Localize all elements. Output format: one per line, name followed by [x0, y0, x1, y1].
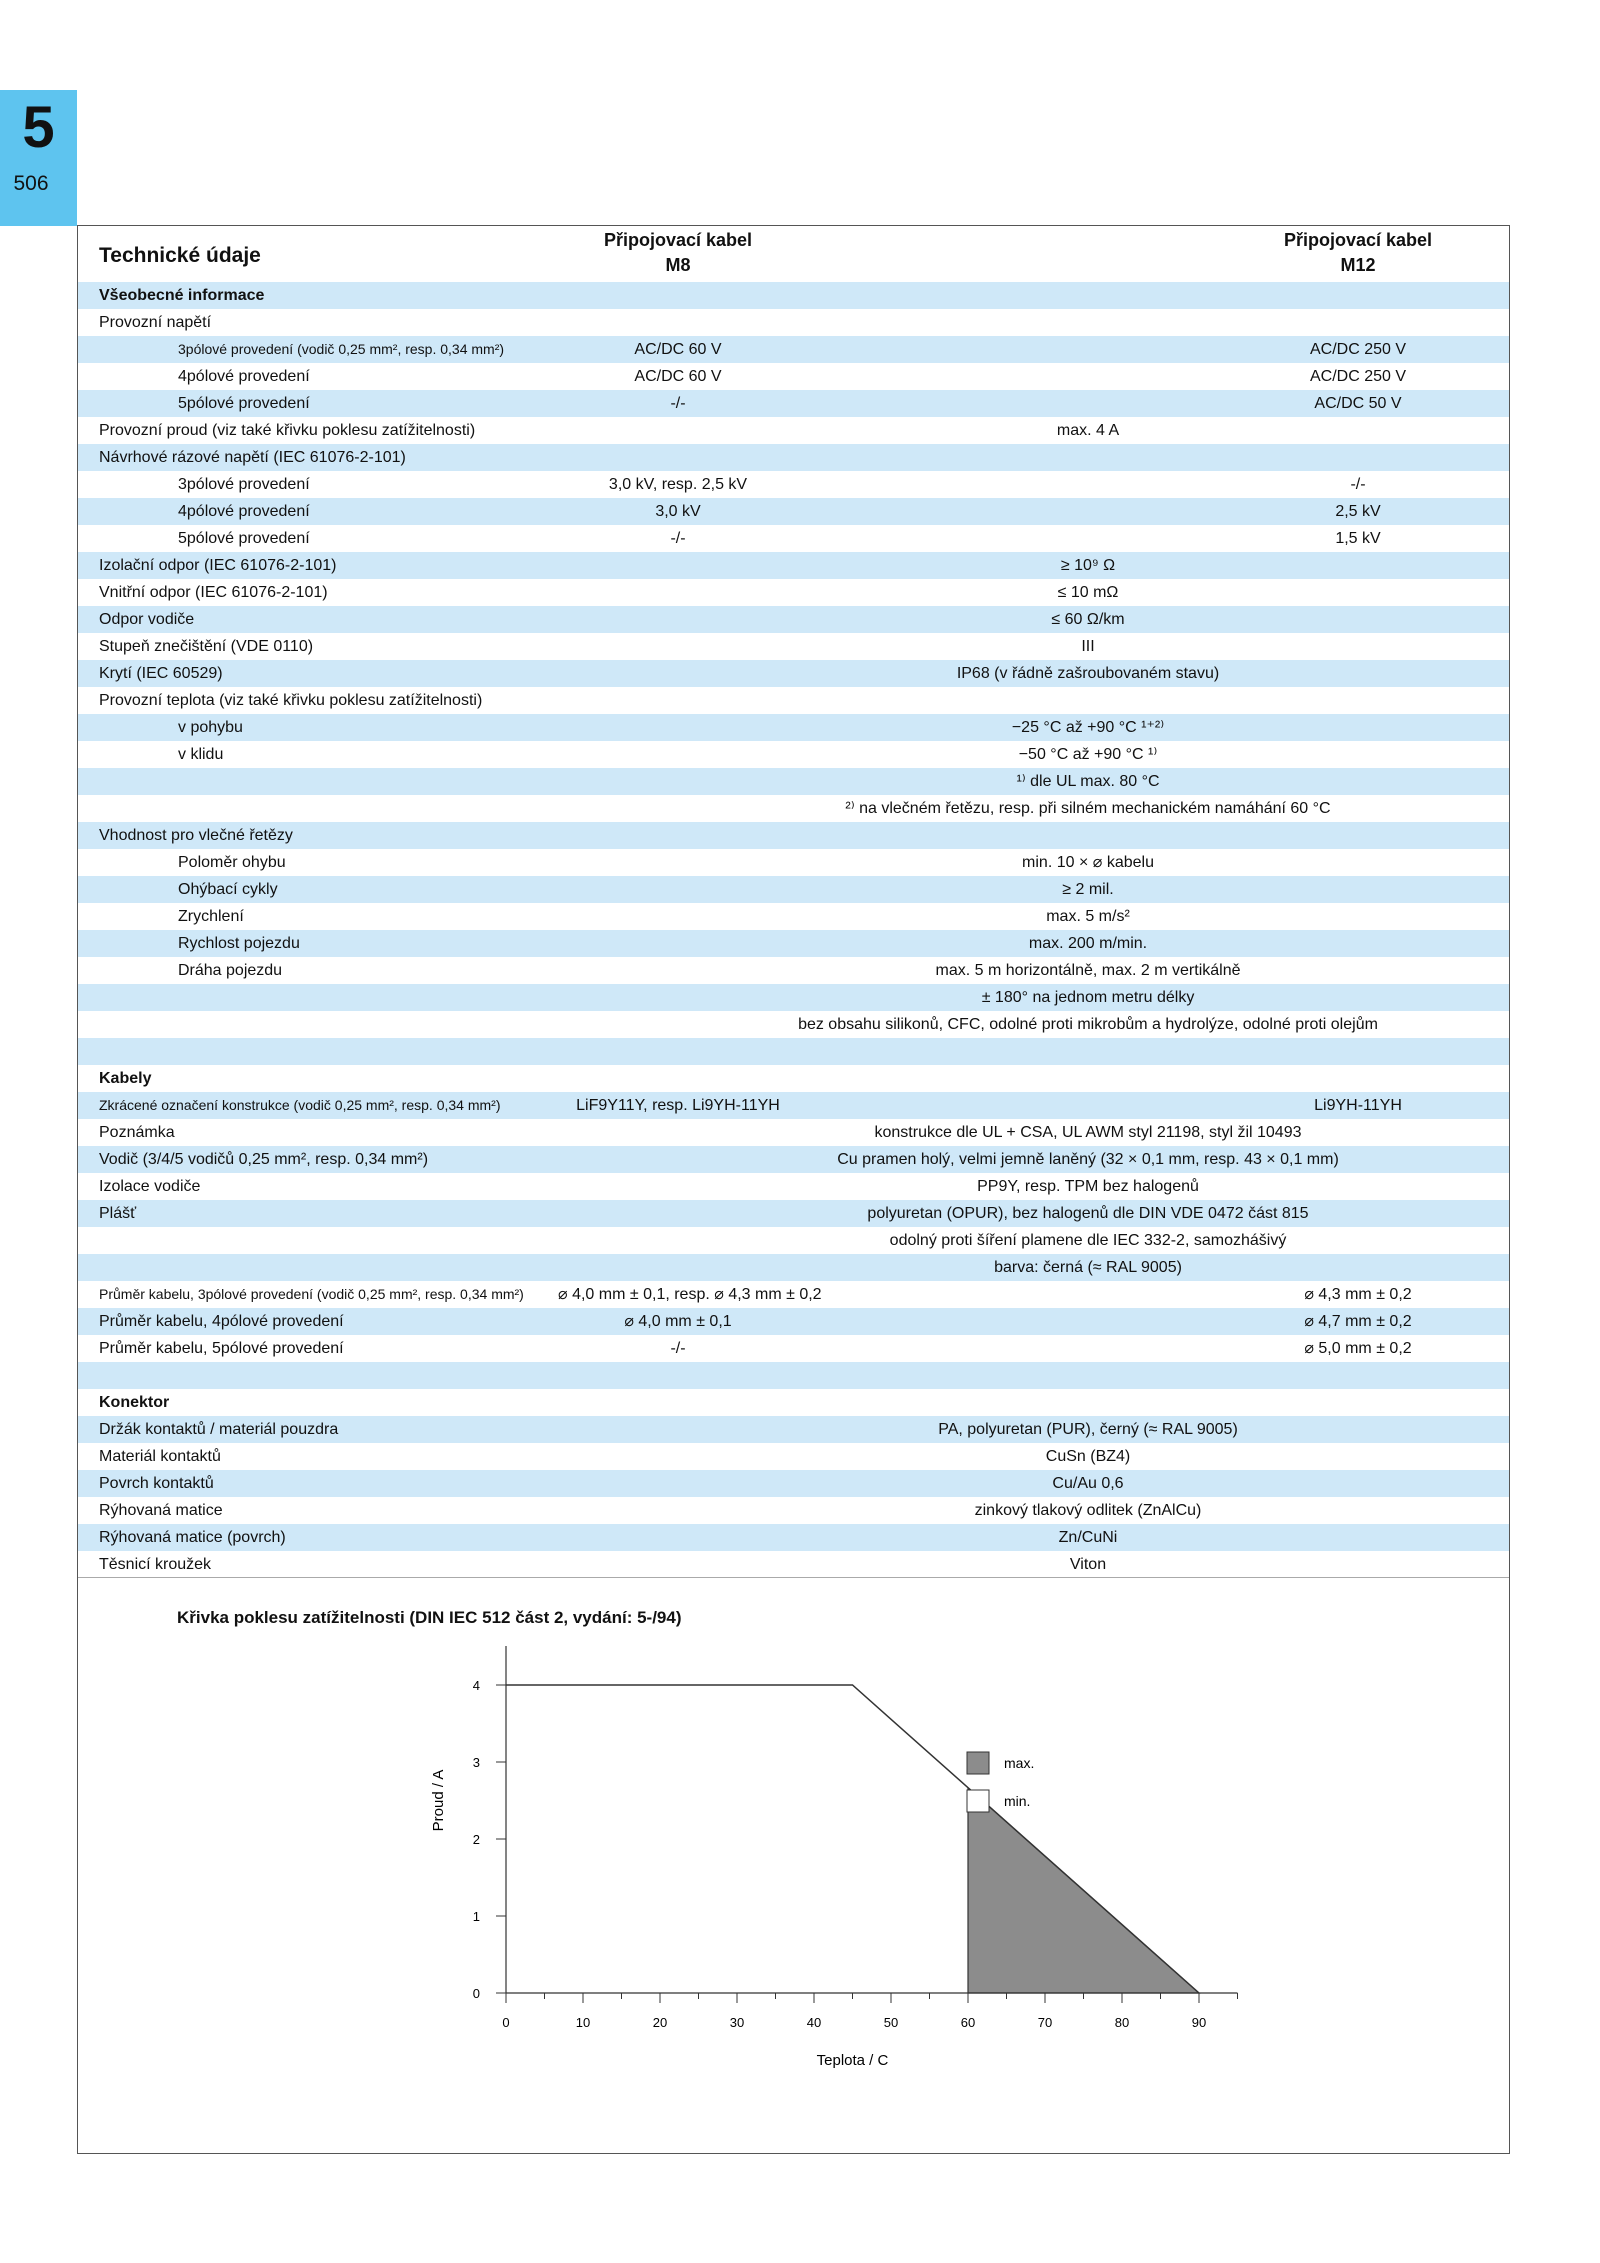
- x-tick-label: 30: [729, 2015, 745, 2030]
- row-value-m12: AC/DC 250 V: [1309, 341, 1407, 358]
- table-row: [78, 525, 1509, 552]
- row-value-mid: −25 °C až +90 °C ¹⁺²⁾: [1011, 719, 1165, 736]
- table-row: [78, 1038, 1509, 1065]
- y-tick-label: 3: [472, 1755, 480, 1770]
- table-row: [78, 822, 1509, 849]
- table-row: [78, 741, 1509, 768]
- row-label: Provozní napětí: [99, 314, 212, 331]
- row-label: Zkrácené označení konstrukce (vodič 0,25 mm², resp. 0,34 mm²): [99, 1097, 501, 1113]
- row-label: Rýhovaná matice (povrch): [99, 1529, 286, 1546]
- row-label: 5pólové provedení: [178, 395, 310, 412]
- table-title: Technické údaje: [99, 244, 261, 267]
- column-header-m12: [1258, 228, 1458, 278]
- x-tick-label: 50: [883, 2015, 899, 2030]
- table-row: [78, 876, 1509, 903]
- table-row: [78, 336, 1509, 363]
- legend-swatch: [967, 1752, 989, 1774]
- legend-swatch: [967, 1790, 989, 1812]
- row-label: Izolace vodiče: [99, 1178, 201, 1195]
- table-row: [78, 390, 1509, 417]
- table-row: [78, 309, 1509, 336]
- row-label: Průměr kabelu, 5pólové provedení: [99, 1340, 344, 1357]
- row-label: Držák kontaktů / materiál pouzdra: [99, 1421, 339, 1438]
- row-value-m8: ⌀ 4,0 mm ± 0,1, resp. ⌀ 4,3 mm ± 0,2: [558, 1286, 822, 1303]
- row-value-mid: ≤ 60 Ω/km: [1051, 611, 1125, 628]
- page-number: 506: [13, 172, 49, 195]
- row-label: Provozní proud (viz také křivku poklesu zatížitelnosti): [99, 422, 476, 439]
- row-label: Provozní teplota (viz také křivku poklesu zatížitelnosti): [99, 692, 483, 709]
- y-tick-label: 0: [472, 1986, 480, 2001]
- row-value-mid: ± 180° na jednom metru délky: [981, 989, 1195, 1006]
- row-value-m12: ⌀ 4,3 mm ± 0,2: [1304, 1286, 1412, 1303]
- row-label: Izolační odpor (IEC 61076-2-101): [99, 557, 337, 574]
- table-row: [78, 1200, 1509, 1227]
- row-label: Dráha pojezdu: [178, 962, 283, 979]
- row-value-mid: max. 5 m/s²: [1046, 908, 1130, 925]
- row-value-mid: ≥ 2 mil.: [1062, 881, 1114, 898]
- row-label: Odpor vodiče: [99, 611, 195, 628]
- row-label: Povrch kontaktů: [99, 1475, 214, 1492]
- row-value-m8: AC/DC 60 V: [634, 368, 722, 385]
- column-header-m8-line2: M8: [665, 255, 691, 275]
- row-value-m8: -/-: [670, 395, 686, 412]
- section-heading: Všeobecné informace: [99, 287, 265, 304]
- chart-title: Křivka poklesu zatížitelnosti (DIN IEC 512 část 2, vydání: 5-/94): [177, 1608, 682, 1627]
- row-value-m12: -/-: [1350, 476, 1366, 493]
- row-label: 3pólové provedení (vodič 0,25 mm², resp. 0,34 mm²): [178, 341, 505, 357]
- x-axis-label: Teplota / C: [816, 2052, 889, 2069]
- table-row: [78, 444, 1509, 471]
- chapter-tab: [0, 90, 77, 226]
- table-row: [78, 984, 1509, 1011]
- section-heading: Konektor: [99, 1394, 170, 1411]
- table-row: [78, 957, 1509, 984]
- row-value-m8: LiF9Y11Y, resp. Li9YH-11YH: [576, 1097, 780, 1114]
- row-value-mid: IP68 (v řádně zašroubovaném stavu): [956, 665, 1220, 682]
- x-tick-label: 0: [502, 2015, 510, 2030]
- row-value-m8: -/-: [670, 530, 686, 547]
- row-value-m8: AC/DC 60 V: [634, 341, 722, 358]
- row-label: Zrychlení: [178, 908, 244, 925]
- section-heading: Kabely: [99, 1070, 152, 1087]
- table-row: [78, 1065, 1509, 1092]
- column-header-m12-line2: M12: [1340, 255, 1376, 275]
- row-label: Rýhovaná matice: [99, 1502, 223, 1519]
- row-value-mid: max. 5 m horizontálně, max. 2 m vertikálně: [935, 962, 1241, 979]
- row-value-m8: 3,0 kV: [655, 503, 701, 520]
- row-value-mid: zinkový tlakový odlitek (ZnAlCu): [974, 1502, 1202, 1519]
- table-row: [78, 1146, 1509, 1173]
- row-label: Plášť: [99, 1205, 137, 1222]
- legend-label: max.: [1004, 1755, 1035, 1771]
- row-label: Ohýbací cykly: [178, 881, 278, 898]
- table-row: [78, 660, 1509, 687]
- y-tick-label: 2: [472, 1832, 480, 1847]
- table-row: [78, 1254, 1509, 1281]
- row-label: Návrhové rázové napětí (IEC 61076-2-101): [99, 449, 406, 466]
- table-row: [78, 1173, 1509, 1200]
- row-label: 4pólové provedení: [178, 503, 310, 520]
- table-row: [78, 1497, 1509, 1524]
- row-value-mid: Zn/CuNi: [1058, 1529, 1118, 1546]
- table-header: [78, 226, 1509, 282]
- row-label: Poloměr ohybu: [178, 854, 286, 871]
- row-label: Těsnicí kroužek: [99, 1556, 212, 1573]
- row-value-m12: AC/DC 250 V: [1309, 368, 1407, 385]
- row-value-m8: ⌀ 4,0 mm ± 0,1: [624, 1313, 732, 1330]
- row-label: Vodič (3/4/5 vodičů 0,25 mm², resp. 0,34 mm²): [99, 1151, 429, 1168]
- row-label: Vnitřní odpor (IEC 61076-2-101): [99, 584, 328, 601]
- row-value-mid: ≥ 10⁹ Ω: [1060, 557, 1116, 574]
- row-value-mid: Viton: [1069, 1556, 1107, 1573]
- table-row: [78, 363, 1509, 390]
- x-tick-label: 80: [1114, 2015, 1130, 2030]
- row-value-mid: konstrukce dle UL + CSA, UL AWM styl 21198, styl žil 10493: [874, 1124, 1302, 1141]
- row-value-mid: barva: černá (≈ RAL 9005): [994, 1259, 1182, 1276]
- table-row: [78, 1011, 1509, 1038]
- row-label: v pohybu: [178, 719, 243, 736]
- table-row: [78, 687, 1509, 714]
- row-label: Materiál kontaktů: [99, 1448, 221, 1465]
- legend-label: min.: [1004, 1793, 1031, 1809]
- row-value-mid: Cu pramen holý, velmi jemně laněný (32 × 0,1 mm, resp. 43 × 0,1 mm): [837, 1151, 1339, 1168]
- row-label: Stupeň znečištění (VDE 0110): [99, 638, 314, 655]
- table-row: [78, 1335, 1509, 1362]
- table-row: [78, 849, 1509, 876]
- row-value-mid: bez obsahu silikonů, CFC, odolné proti mikrobům a hydrolýze, odolné proti olejům: [798, 1016, 1378, 1033]
- table-row: [78, 768, 1509, 795]
- row-value-mid: PP9Y, resp. TPM bez halogenů: [977, 1178, 1199, 1195]
- row-value-m12: ⌀ 4,7 mm ± 0,2: [1304, 1313, 1412, 1330]
- derating-chart: [78, 1646, 1509, 2146]
- table-row: [78, 1308, 1509, 1335]
- table-row: [78, 930, 1509, 957]
- table-row: [78, 498, 1509, 525]
- section-divider: [78, 1577, 1509, 1578]
- x-tick-label: 90: [1191, 2015, 1207, 2030]
- row-value-mid: max. 4 A: [1056, 422, 1120, 439]
- row-value-mid: max. 200 m/min.: [1028, 935, 1148, 952]
- row-value-m12: Li9YH-11YH: [1314, 1097, 1402, 1114]
- x-tick-label: 40: [806, 2015, 822, 2030]
- row-label: Poznámka: [99, 1124, 175, 1141]
- row-value-mid: PA, polyuretan (PUR), černý (≈ RAL 9005): [938, 1421, 1238, 1438]
- row-value-mid: min. 10 × ⌀ kabelu: [1022, 854, 1154, 871]
- table-row: [78, 714, 1509, 741]
- y-tick-label: 1: [472, 1909, 480, 1924]
- row-value-m12: 2,5 kV: [1335, 503, 1381, 520]
- table-row: [78, 1416, 1509, 1443]
- x-tick-label: 70: [1037, 2015, 1053, 2030]
- column-header-m12-line1: Připojovací kabel: [1283, 230, 1433, 250]
- table-row: [78, 633, 1509, 660]
- table-row: [78, 1092, 1509, 1119]
- table-row: [78, 1524, 1509, 1551]
- table-row: [78, 1362, 1509, 1389]
- row-value-mid: odolný proti šíření plamene dle IEC 332-2, samozhášivý: [889, 1232, 1287, 1249]
- row-label: 4pólové provedení: [178, 368, 310, 385]
- row-value-mid: CuSn (BZ4): [1045, 1448, 1131, 1465]
- table-row: [78, 1389, 1509, 1416]
- row-value-m12: ⌀ 5,0 mm ± 0,2: [1304, 1340, 1412, 1357]
- x-tick-label: 10: [575, 2015, 591, 2030]
- table-row: [78, 1281, 1509, 1308]
- table-row: [78, 1443, 1509, 1470]
- table-row: [78, 795, 1509, 822]
- table-row: [78, 606, 1509, 633]
- y-tick-label: 4: [472, 1678, 480, 1693]
- table-row: [78, 471, 1509, 498]
- row-value-mid: polyuretan (OPUR), bez halogenů dle DIN VDE 0472 část 815: [867, 1205, 1309, 1222]
- row-value-mid: ²⁾ na vlečném řetězu, resp. při silném mechanickém namáhání 60 °C: [845, 800, 1331, 817]
- row-label: Rychlost pojezdu: [178, 935, 300, 952]
- table-row: [78, 579, 1509, 606]
- table-row: [78, 903, 1509, 930]
- table-row: [78, 1227, 1509, 1254]
- row-value-m12: 1,5 kV: [1335, 530, 1381, 547]
- table-row: [78, 1119, 1509, 1146]
- row-value-mid: ≤ 10 mΩ: [1057, 584, 1119, 601]
- spec-frame: [77, 225, 1510, 2154]
- row-label: Krytí (IEC 60529): [99, 665, 223, 682]
- table-row: [78, 417, 1509, 444]
- row-label: Průměr kabelu, 4pólové provedení: [99, 1313, 344, 1330]
- row-value-m8: 3,0 kV, resp. 2,5 kV: [608, 476, 748, 493]
- chapter-number: 5: [22, 95, 55, 160]
- table-row: [78, 1551, 1509, 1578]
- y-axis-label: Proud / A: [430, 1769, 447, 1832]
- table-row: [78, 552, 1509, 579]
- column-header-m8: [578, 228, 778, 278]
- table-row: [78, 282, 1509, 309]
- row-label: 5pólové provedení: [178, 530, 310, 547]
- row-value-mid: Cu/Au 0,6: [1052, 1475, 1124, 1492]
- row-value-m12: AC/DC 50 V: [1314, 395, 1402, 412]
- row-label: Průměr kabelu, 3pólové provedení (vodič 0,25 mm², resp. 0,34 mm²): [99, 1286, 524, 1302]
- x-tick-label: 60: [960, 2015, 976, 2030]
- column-header-m8-line1: Připojovací kabel: [603, 230, 753, 250]
- table-row: [78, 1470, 1509, 1497]
- row-value-mid: −50 °C až +90 °C ¹⁾: [1018, 746, 1158, 763]
- row-label: v klidu: [178, 746, 224, 763]
- row-value-mid: ¹⁾ dle UL max. 80 °C: [1016, 773, 1160, 790]
- x-tick-label: 20: [652, 2015, 668, 2030]
- row-value-mid: III: [1081, 638, 1095, 655]
- row-label: Vhodnost pro vlečné řetězy: [99, 827, 293, 844]
- row-label: 3pólové provedení: [178, 476, 310, 493]
- row-value-m8: -/-: [670, 1340, 686, 1357]
